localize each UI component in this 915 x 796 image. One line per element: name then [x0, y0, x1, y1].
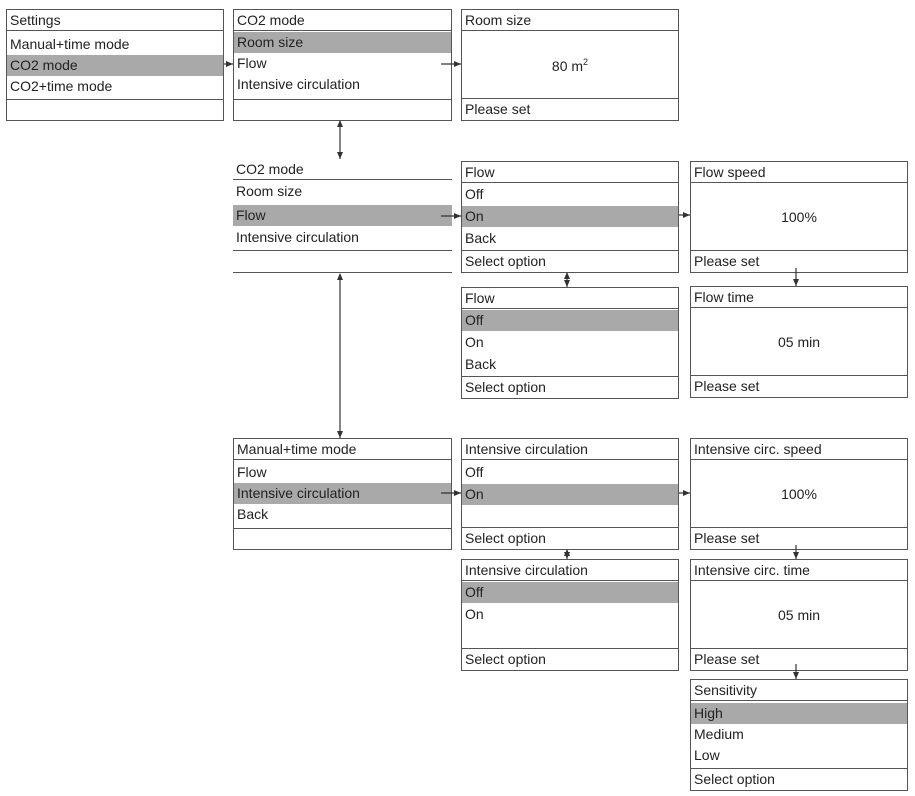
- panel-title: Intensive circulation: [462, 560, 678, 581]
- option-off[interactable]: Off: [465, 186, 484, 202]
- menu-item-back[interactable]: Back: [237, 506, 269, 522]
- flow-speed-value[interactable]: 100%: [781, 209, 817, 225]
- flow-time-value[interactable]: 05 min: [777, 334, 821, 350]
- option-on[interactable]: On: [465, 606, 484, 622]
- panel-title: CO2 mode: [233, 159, 452, 180]
- panel-title: Intensive circ. time: [691, 560, 907, 581]
- option-on[interactable]: On: [462, 206, 678, 227]
- menu-item-room-size[interactable]: Room size: [234, 32, 451, 53]
- panel-title: Sensitivity: [691, 680, 907, 701]
- panel-title: Flow: [462, 288, 678, 309]
- panel-title: CO2 mode: [234, 10, 451, 31]
- option-high[interactable]: High: [691, 703, 907, 724]
- panel-footer: Select option: [462, 250, 678, 272]
- panel-title: Manual+time mode: [234, 439, 451, 460]
- intensive-circ-speed-value[interactable]: 100%: [781, 486, 817, 502]
- option-on[interactable]: On: [465, 334, 484, 350]
- panel-footer: Select option: [691, 768, 907, 790]
- option-off[interactable]: Off: [462, 310, 678, 331]
- option-on[interactable]: On: [462, 484, 678, 505]
- panel-footer: Select option: [462, 376, 678, 398]
- panel-footer: Select option: [462, 648, 678, 670]
- panel-title: Flow speed: [691, 162, 907, 183]
- room-size-value[interactable]: 80 $m^2$: [551, 57, 589, 74]
- panel-footer: Please set: [691, 527, 907, 549]
- option-low[interactable]: Low: [694, 747, 720, 763]
- panel-title: Room size: [462, 10, 678, 31]
- option-off[interactable]: Off: [465, 464, 484, 480]
- option-back[interactable]: Back: [465, 230, 497, 246]
- menu-item-flow[interactable]: Flow: [233, 205, 452, 226]
- panel-footer: Please set: [462, 98, 678, 120]
- panel-footer: Please set: [691, 648, 907, 670]
- panel-title: Settings: [7, 10, 223, 31]
- option-back[interactable]: Back: [465, 356, 497, 372]
- option-medium[interactable]: Medium: [694, 726, 744, 742]
- option-off[interactable]: Off: [462, 582, 678, 603]
- panel-title: Flow: [462, 162, 678, 183]
- menu-item-room-size[interactable]: Room size: [236, 183, 303, 199]
- panel-title: Intensive circ. speed: [691, 439, 907, 460]
- menu-item-flow[interactable]: Flow: [237, 464, 267, 480]
- panel-title: Intensive circulation: [462, 439, 678, 460]
- intensive-circ-time-value[interactable]: 05 min: [777, 607, 821, 623]
- menu-item-co2-time-mode[interactable]: CO2+time mode: [10, 78, 113, 94]
- panel-footer: Please set: [691, 250, 907, 272]
- menu-item-flow[interactable]: Flow: [237, 55, 267, 71]
- panel-title: Flow time: [691, 287, 907, 308]
- menu-item-intensive-circulation[interactable]: Intensive circulation: [236, 229, 359, 245]
- panel-footer: Please set: [691, 375, 907, 397]
- menu-item-intensive-circulation[interactable]: Intensive circulation: [234, 483, 451, 504]
- menu-item-manual-time-mode[interactable]: Manual+time mode: [10, 36, 130, 52]
- panel-footer: Select option: [462, 527, 678, 549]
- menu-item-intensive-circulation[interactable]: Intensive circulation: [237, 76, 360, 92]
- menu-item-co2-mode[interactable]: CO2 mode: [7, 55, 223, 76]
